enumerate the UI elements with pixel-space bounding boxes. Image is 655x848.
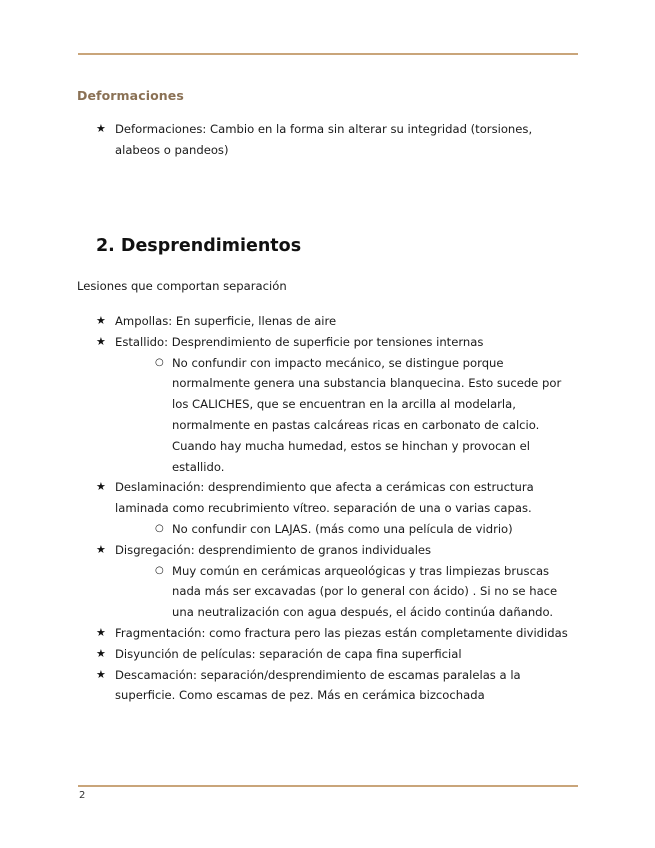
star-bullet-icon: ★ <box>96 646 106 660</box>
section-heading: 2. Desprendimientos <box>96 236 302 256</box>
list-item-text: Disgregación: desprendimiento de granos individuales <box>115 542 432 557</box>
list-item-text: Estallido: Desprendimiento de superficie por tensiones internas <box>115 334 484 349</box>
sub-list-item-text: No confundir con impacto mecánico, se distingue porque normalmente genera una substancia blanquecina. Esto sucede por los CALICHES, que se encuentran en la arcilla al modelarla, normalmente en pastas calcáreas ricas en carbonato de calcio. Cuando hay mucha humedad, estos se hinchan y provocan el estallido. <box>172 355 562 474</box>
sub-list-item-text: No confundir con LAJAS. (más como una película de vidrio) <box>172 521 513 536</box>
list-item <box>96 540 580 623</box>
star-bullet-icon: ★ <box>96 122 106 135</box>
list-item <box>96 623 580 644</box>
list-item-text: Disyunción de películas: separación de capa fina superficial <box>115 646 462 661</box>
page-number: 2 <box>79 790 86 801</box>
list-item-text: Deslaminación: desprendimiento que afecta a cerámicas con estructura laminada como recubrimiento vítreo. separación de una o varias capas. <box>115 480 534 516</box>
sub-list <box>115 353 580 478</box>
list-item <box>96 119 576 161</box>
star-bullet-icon: ★ <box>96 334 106 348</box>
sub-list-item <box>153 353 580 478</box>
sub-list <box>115 519 580 540</box>
deformaciones-list <box>96 119 576 161</box>
list-item-text: Deformaciones: Cambio en la forma sin alterar su integridad (torsiones, alabeos o pandeos) <box>115 122 533 157</box>
list-item-text: Fragmentación: como fractura pero las piezas están completamente divididas <box>115 625 568 640</box>
list-item-text: Descamación: separación/desprendimiento de escamas paralelas a la superficie. Como escamas de pez. Más en cerámica bizcochada <box>115 667 521 703</box>
star-bullet-icon: ★ <box>96 480 106 494</box>
section-subheading: Deformaciones <box>77 88 184 103</box>
header-rule <box>78 53 578 55</box>
list-item <box>96 311 580 332</box>
list-item <box>96 644 580 665</box>
star-bullet-icon: ★ <box>96 625 106 639</box>
list-item-text: Ampollas: En superficie, llenas de aire <box>115 314 337 328</box>
list-item <box>96 477 580 539</box>
circle-bullet-icon: ○ <box>155 522 164 534</box>
section-intro: Lesiones que comportan separación <box>77 279 287 293</box>
circle-bullet-icon: ○ <box>155 564 164 576</box>
circle-bullet-icon: ○ <box>155 356 164 368</box>
list-item <box>96 332 580 478</box>
sub-list-item-text: Muy común en cerámicas arqueológicas y tras limpiezas bruscas nada más ser excavadas (por lo general con ácido) . Si no se hace una neutralización con agua después, el ácido continúa dañando. <box>172 563 558 620</box>
sub-list <box>115 561 580 623</box>
star-bullet-icon: ★ <box>96 667 106 681</box>
sub-list-item <box>153 519 580 540</box>
list-item <box>96 665 580 707</box>
star-bullet-icon: ★ <box>96 542 106 556</box>
desprendimientos-list <box>96 311 580 706</box>
footer-rule <box>78 785 578 787</box>
sub-list-item <box>153 561 580 623</box>
star-bullet-icon: ★ <box>96 314 106 327</box>
